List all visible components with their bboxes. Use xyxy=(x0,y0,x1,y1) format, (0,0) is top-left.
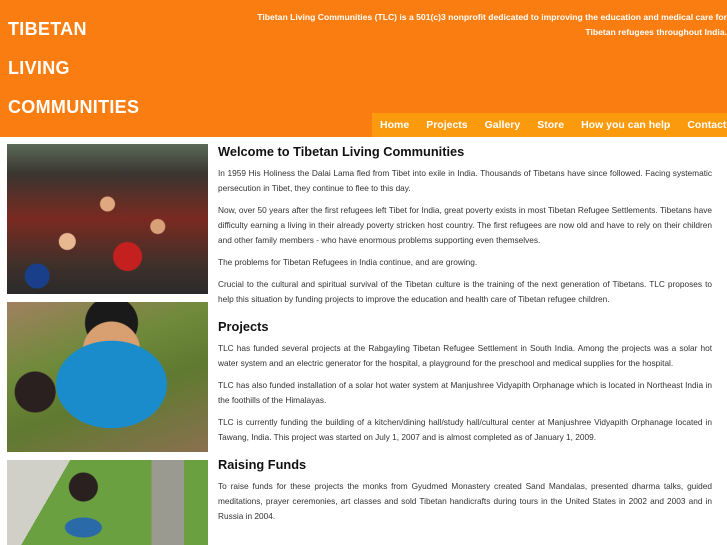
photo-child-outdoors xyxy=(7,460,208,545)
projects-paragraph: TLC has funded several projects at the Rabgayling Tibetan Refugee Settlement in South India. Among the projects was a solar hot water system and an electric generator for the hospital, a playground for the preschool and medical supplies for the hospital. xyxy=(218,343,712,368)
welcome-paragraph: Crucial to the cultural and spiritual survival of the Tibetan culture is the training of the next generation of Tibetans. TLC proposes to help this situation by funding projects to improve the education and health care of Tibetan refugee children. xyxy=(218,279,712,304)
site-tagline: Tibetan Living Communities (TLC) is a 501(c)3 nonprofit dedicated to improving the education and medical care for Tibetan refugees throughout India. xyxy=(257,12,727,37)
raising-funds-heading: Raising Funds xyxy=(218,457,307,472)
projects-paragraph: TLC is currently funding the building of a kitchen/dining hall/study hall/cultural center at Manjushree Vidyapith Orphanage located in Tawang, India. This project was started on July 1, 2007 and is almost completed as of January 1, 2009. xyxy=(218,417,712,442)
welcome-paragraph: The problems for Tibetan Refugees in India continue, and are growing. xyxy=(218,257,478,267)
welcome-heading: Welcome to Tibetan Living Communities xyxy=(218,144,465,159)
welcome-paragraph: In 1959 His Holiness the Dalai Lama fled from Tibet into exile in India. Thousands of Tibetans have since followed. Facing systematic persecution in Tibet, they continue to flee to this day. xyxy=(218,168,712,193)
logo-line-1: TIBETAN xyxy=(8,19,87,39)
nav-contact[interactable]: Contact xyxy=(687,119,727,131)
photo-column xyxy=(7,144,208,545)
raising-funds-paragraph: To raise funds for these projects the monks from Gyudmed Monastery created Sand Mandalas, presented dharma talks, guided meditations, prayer ceremonies, art classes and sold Tibetan handicrafts during tours in the United States in 2002 and 2003 and in Russia in 2004. xyxy=(218,481,712,521)
nav-store[interactable]: Store xyxy=(537,119,565,131)
nav-home[interactable]: Home xyxy=(380,119,410,131)
main-content xyxy=(218,143,712,531)
nav-how-you-can-help[interactable]: How you can help xyxy=(581,119,671,131)
projects-heading: Projects xyxy=(218,319,269,334)
main-nav xyxy=(372,113,727,137)
site-header xyxy=(0,0,727,137)
nav-projects[interactable]: Projects xyxy=(426,119,468,131)
photo-boy-blue-sweater xyxy=(7,302,208,452)
logo-line-3: COMMUNITIES xyxy=(8,97,140,117)
nav-gallery[interactable]: Gallery xyxy=(484,119,521,131)
projects-paragraph: TLC has also funded installation of a solar hot water system at Manjushree Vidyapith Orphanage which is located in Northeast India in the foothills of the Himalayas. xyxy=(218,380,712,405)
logo-line-2: LIVING xyxy=(8,58,70,78)
site-logo[interactable] xyxy=(8,10,139,127)
photo-children-group xyxy=(7,144,208,294)
welcome-paragraph: Now, over 50 years after the first refugees left Tibet for India, great poverty exists in most Tibetan Refugee Settlements. Tibetans have difficulty earning a living in their already poverty stricken host country. The first refugees are now old and have to rely on their children and other family members - who have enormous problems supporting even themselves. xyxy=(218,205,712,245)
